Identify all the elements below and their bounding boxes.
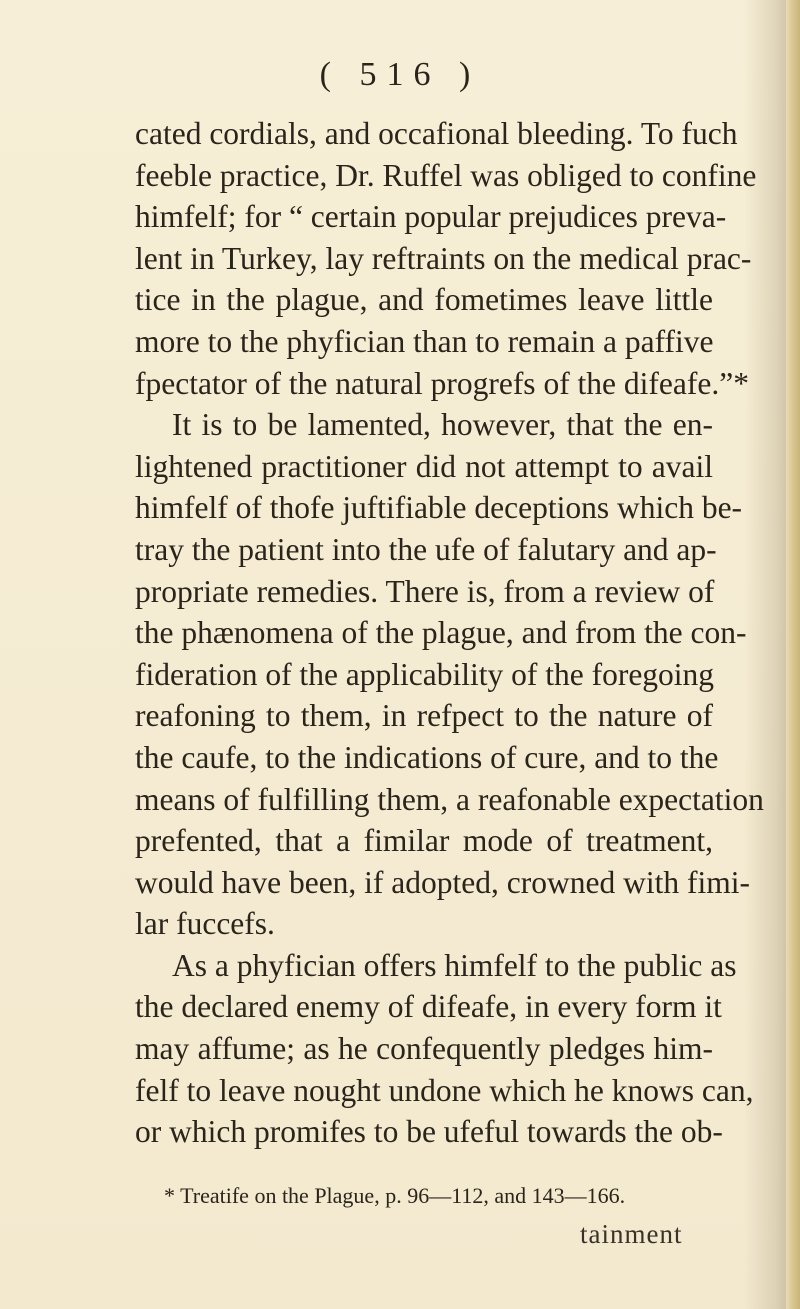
page-edge-shadow bbox=[786, 0, 800, 1309]
text-line: lightened practitioner did not attempt to avail bbox=[135, 448, 713, 484]
catchword: tainment bbox=[580, 1219, 683, 1249]
text-line: lent in Turkey, lay reftraints on the medical prac- bbox=[135, 240, 752, 276]
text-line: tray the patient into the ufe of falutary and ap- bbox=[135, 531, 717, 567]
text-line: would have been, if adopted, crowned with fimi- bbox=[135, 864, 750, 900]
paragraph-start-line: It is to be lamented, however, that the en- bbox=[172, 407, 713, 443]
text-line: or which promifes to be ufeful towards the ob- bbox=[135, 1114, 723, 1150]
text-line: fpectator of the natural progrefs of the difeafe.”* bbox=[135, 365, 749, 401]
text-line: himfelf; for “ certain popular prejudices preva- bbox=[135, 199, 727, 235]
text-line: the phænomena of the plague, and from the con- bbox=[135, 615, 747, 651]
page-number: ( 516 ) bbox=[319, 56, 481, 93]
paragraph-end-line: lar fuccefs. bbox=[135, 906, 275, 942]
paragraph-start-line: As a phyfician offers himfelf to the public as bbox=[172, 947, 737, 983]
body-text bbox=[135, 113, 764, 1153]
text-line: felf to leave nought undone which he knows can, bbox=[135, 1072, 754, 1108]
footnote: * Treatife on the Plague, p. 96—112, and 143—166. bbox=[164, 1183, 626, 1208]
text-line: himfelf of thofe juftifiable deceptions which be- bbox=[135, 490, 743, 526]
text-line: means of fulfilling them, a reafonable expectation bbox=[135, 781, 764, 817]
text-line: cated cordials, and occafional bleeding. To fuch bbox=[135, 116, 738, 151]
text-line: reafoning to them, in refpect to the nature of bbox=[135, 698, 713, 734]
text-line: more to the phyfician than to remain a paffive bbox=[135, 323, 714, 359]
text-line: prefented, that a fimilar mode of treatment, bbox=[135, 823, 713, 859]
text-line: the declared enemy of difeafe, in every form it bbox=[135, 989, 722, 1025]
text-line: fideration of the applicability of the foregoing bbox=[135, 656, 715, 692]
text-line: may affume; as he confequently pledges him- bbox=[135, 1031, 713, 1067]
text-line: feeble practice, Dr. Ruffel was obliged to confine bbox=[135, 157, 757, 193]
text-line: tice in the plague, and fometimes leave little bbox=[135, 282, 713, 318]
text-line: the caufe, to the indications of cure, and to the bbox=[135, 739, 719, 775]
text-line: propriate remedies. There is, from a review of bbox=[135, 573, 715, 609]
